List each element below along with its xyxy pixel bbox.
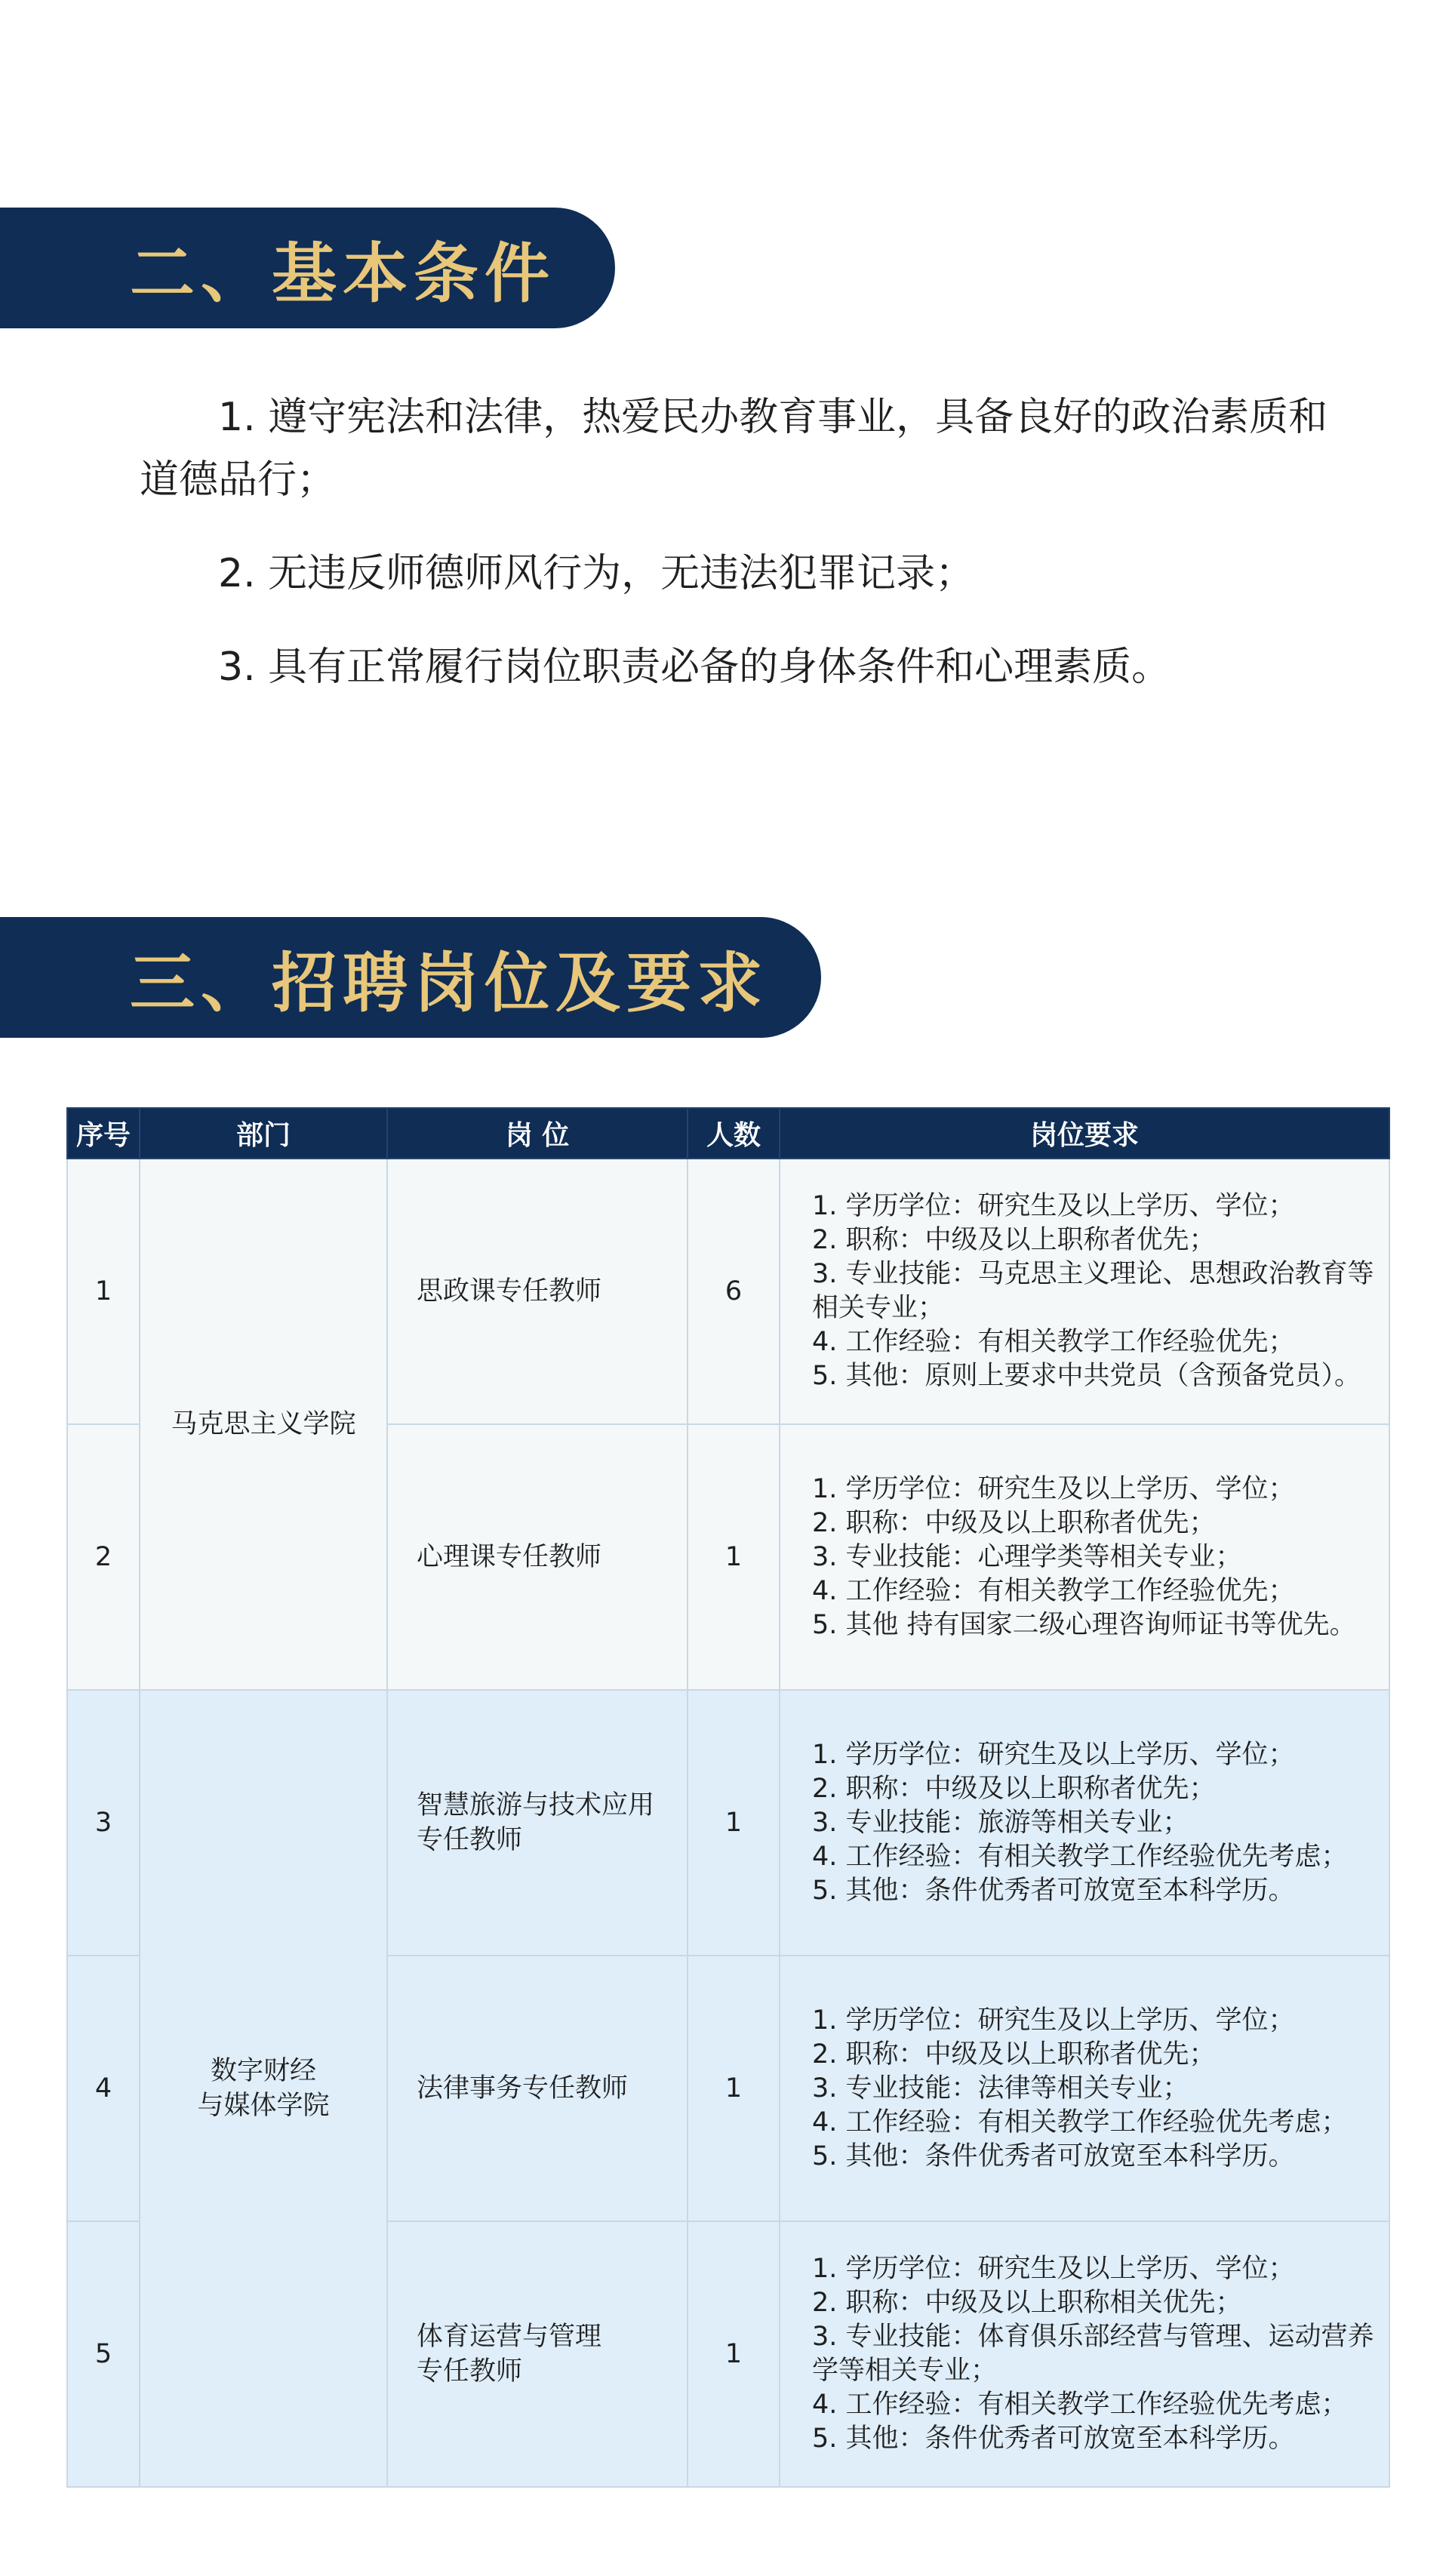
- position-line: 思政课专任教师: [417, 1276, 602, 1306]
- section-2-banner: [0, 208, 615, 328]
- requirement-line: 5. 其他：条件优秀者可放宽至本科学历。: [812, 1875, 1295, 1906]
- department-line: 马克思主义学院: [171, 1409, 356, 1439]
- requirement-line: 2. 职称：中级及以上职称相关优先；: [812, 2288, 1242, 2318]
- headcount-cell: 6: [688, 1159, 780, 1424]
- requirement-line: 5. 其他：条件优秀者可放宽至本科学历。: [812, 2141, 1295, 2171]
- requirement-line: 2. 职称：中级及以上职称者优先；: [812, 1225, 1216, 1255]
- requirement-line: 1. 学历学位：研究生及以上学历、学位；: [812, 2005, 1295, 2036]
- header-requirements: 岗位要求: [780, 1108, 1389, 1159]
- requirement-line: 1. 学历学位：研究生及以上学历、学位；: [812, 1473, 1295, 1504]
- department-cell: [140, 1690, 387, 2487]
- requirements-cell: [780, 1159, 1389, 1424]
- basic-conditions-list: [140, 386, 1347, 730]
- position-line: 法律事务专任教师: [417, 2073, 629, 2104]
- requirement-line: 2. 职称：中级及以上职称者优先；: [812, 2039, 1216, 2070]
- requirement-line: 5. 其他 持有国家二级心理咨询师证书等优先。: [812, 1609, 1356, 1640]
- condition-item: 3. 具有正常履行岗位职责必备的身体条件和心理素质。: [218, 645, 1171, 690]
- position-line: 体育运营与管理: [417, 2322, 602, 2352]
- requirement-line: 3. 专业技能：马克思主义理论、思想政治教育等相关专业；: [812, 1259, 1374, 1323]
- header-position: 岗 位: [387, 1108, 688, 1159]
- positions-table: [66, 1107, 1390, 2488]
- position-cell: [387, 1424, 688, 1690]
- position-line: 心理课专任教师: [417, 1542, 602, 1572]
- position-cell: [387, 1956, 688, 2221]
- table-row: [67, 1690, 1389, 1956]
- position-cell: [387, 1690, 688, 1956]
- position-cell: [387, 1159, 688, 1424]
- section-2-title: 二、基本条件: [130, 235, 555, 312]
- requirement-line: 4. 工作经验：有相关教学工作经验优先考虑；: [812, 2107, 1348, 2137]
- table-header-row: [67, 1108, 1389, 1159]
- row-number: 2: [67, 1424, 140, 1690]
- requirement-line: 1. 学历学位：研究生及以上学历、学位；: [812, 2254, 1295, 2284]
- header-count: 人数: [688, 1108, 780, 1159]
- header-number: 序号: [67, 1108, 140, 1159]
- headcount-cell: 1: [688, 1424, 780, 1690]
- row-number: 4: [67, 1956, 140, 2221]
- requirements-cell: [780, 2221, 1389, 2487]
- row-number: 3: [67, 1690, 140, 1956]
- department-line: 数字财经: [210, 2056, 316, 2086]
- headcount-cell: 1: [688, 1690, 780, 1956]
- requirement-line: 2. 职称：中级及以上职称者优先；: [812, 1773, 1216, 1804]
- requirement-line: 4. 工作经验：有相关教学工作经验优先；: [812, 1575, 1295, 1606]
- position-cell: [387, 2221, 688, 2487]
- requirement-line: 4. 工作经验：有相关教学工作经验优先考虑；: [812, 1841, 1348, 1872]
- section-3-title: 三、招聘岗位及要求: [130, 945, 768, 1021]
- condition-item: 1. 遵守宪法和法律，热爱民办教育事业，具备良好的政治素质和道德品行；: [140, 395, 1328, 503]
- position-line: 智慧旅游与技术应用: [417, 1790, 655, 1820]
- headcount-cell: 1: [688, 1956, 780, 2221]
- requirement-line: 4. 工作经验：有相关教学工作经验优先考虑；: [812, 2390, 1348, 2420]
- position-line: 专任教师: [417, 1825, 523, 1855]
- requirements-cell: [780, 1956, 1389, 2221]
- position-line: 专任教师: [417, 2356, 523, 2387]
- requirement-line: 3. 专业技能：旅游等相关专业；: [812, 1807, 1189, 1838]
- requirement-line: 3. 专业技能：心理学类等相关专业；: [812, 1541, 1242, 1572]
- department-line: 与媒体学院: [197, 2091, 330, 2121]
- header-department: 部门: [140, 1108, 387, 1159]
- requirement-line: 1. 学历学位：研究生及以上学历、学位；: [812, 1739, 1295, 1770]
- headcount-cell: 1: [688, 2221, 780, 2487]
- requirement-line: 3. 专业技能：法律等相关专业；: [812, 2073, 1189, 2104]
- requirements-cell: [780, 1690, 1389, 1956]
- requirement-line: 4. 工作经验：有相关教学工作经验优先；: [812, 1327, 1295, 1357]
- requirement-line: 3. 专业技能：体育俱乐部经营与管理、运动营养学等相关专业；: [812, 2322, 1374, 2386]
- department-cell: [140, 1159, 387, 1690]
- requirement-line: 5. 其他：条件优秀者可放宽至本科学历。: [812, 2424, 1295, 2454]
- requirement-line: 2. 职称：中级及以上职称者优先；: [812, 1507, 1216, 1538]
- requirements-cell: [780, 1424, 1389, 1690]
- row-number: 1: [67, 1159, 140, 1424]
- section-3-banner: [0, 917, 821, 1038]
- table-row: [67, 1159, 1389, 1424]
- requirement-line: 5. 其他：原则上要求中共党员（含预备党员）。: [812, 1361, 1361, 1391]
- condition-item: 2. 无违反师德师风行为，无违法犯罪记录；: [218, 551, 975, 596]
- requirement-line: 1. 学历学位：研究生及以上学历、学位；: [812, 1191, 1295, 1221]
- row-number: 5: [67, 2221, 140, 2487]
